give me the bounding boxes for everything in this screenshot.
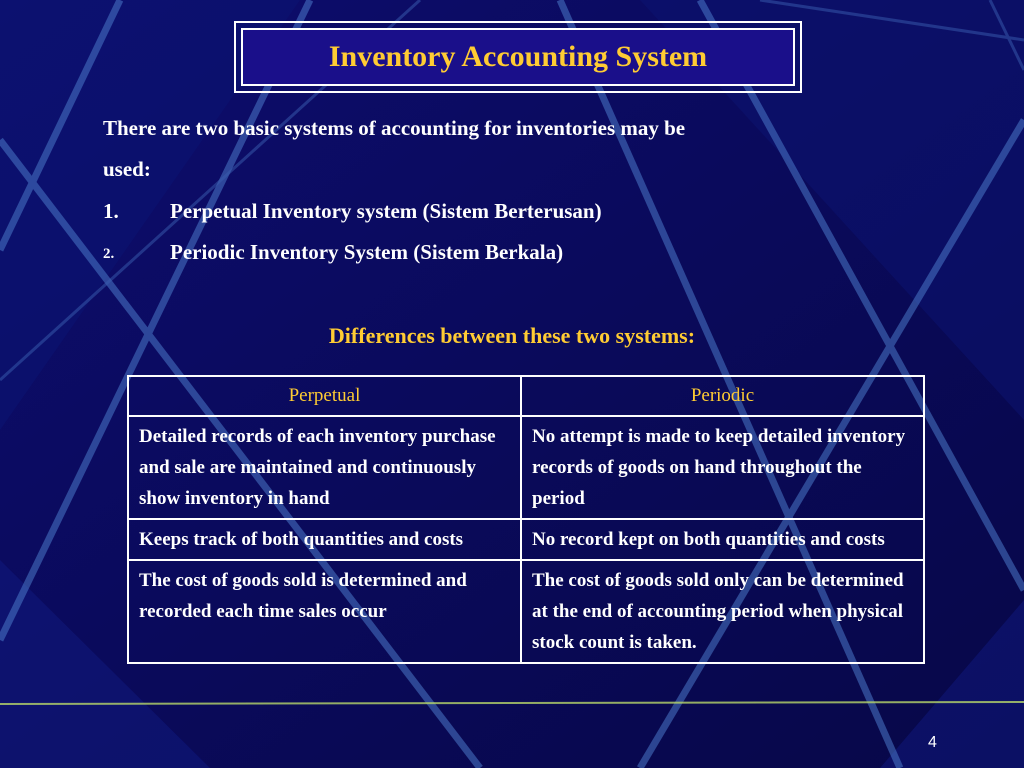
- list-item: [103, 199, 963, 229]
- table-cell: No record kept on both quantities and costs: [521, 519, 924, 560]
- list-number: 1.: [103, 199, 119, 223]
- list-number: 2.: [103, 246, 115, 262]
- page-number: 4: [928, 734, 937, 751]
- table-header-row: [128, 376, 924, 416]
- comparison-table: [127, 375, 925, 664]
- list-item: [103, 240, 963, 270]
- table-row: [128, 416, 924, 519]
- table-cell: The cost of goods sold only can be determined at the end of accounting period when physical stock count is taken.: [521, 560, 924, 663]
- list-text: Perpetual Inventory system (Sistem Berterusan): [170, 199, 602, 223]
- column-header-perpetual: Perpetual: [128, 376, 521, 416]
- table-cell: Keeps track of both quantities and costs: [128, 519, 521, 560]
- list-text: Periodic Inventory System (Sistem Berkala): [170, 240, 564, 264]
- intro-text-line-1: There are two basic systems of accounting for inventories may be: [103, 116, 686, 140]
- table-cell: The cost of goods sold is determined and recorded each time sales occur: [128, 560, 521, 663]
- intro-text-line-2: used:: [103, 157, 151, 181]
- column-header-periodic: Periodic: [521, 376, 924, 416]
- title-frame: [234, 21, 802, 93]
- table-cell: No attempt is made to keep detailed inventory records of goods on hand throughout the period: [521, 416, 924, 519]
- table-row: [128, 519, 924, 560]
- table-cell: Detailed records of each inventory purchase and sale are maintained and continuously show inventory in hand: [128, 416, 521, 519]
- section-subtitle: Differences between these two systems:: [328, 323, 696, 348]
- table-row: [128, 560, 924, 663]
- title-panel: [241, 28, 795, 86]
- slide-title: Inventory Accounting System: [328, 40, 708, 73]
